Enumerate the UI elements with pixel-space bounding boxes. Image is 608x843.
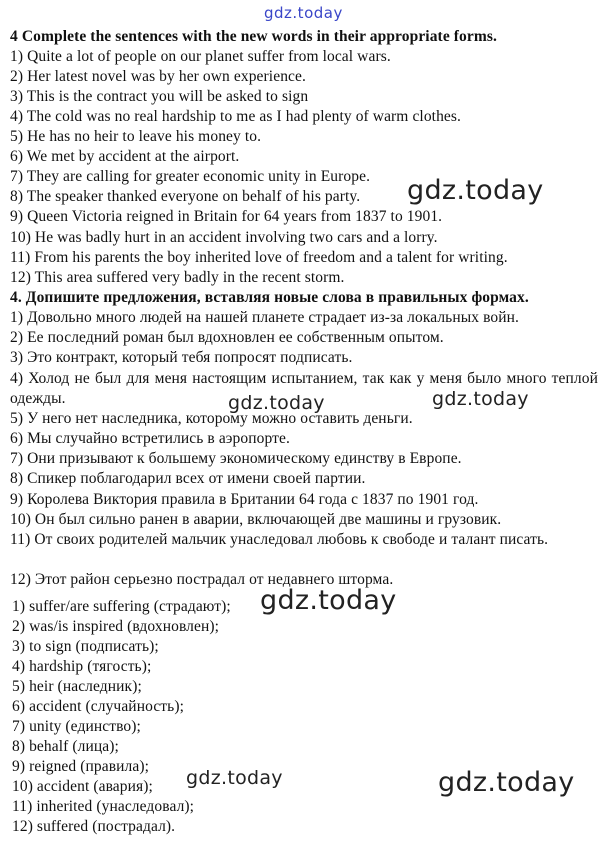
english-sentence-8: 8) The speaker thanked everyone on behalf of his party. — [10, 188, 361, 205]
russian-sentence-3: 3) Это контракт, который тебя попросят подписать. — [10, 349, 353, 366]
watermark-russian-left: gdz.today — [228, 392, 325, 414]
russian-sentence-6: 6) Мы случайно встретились в аэропорте. — [10, 430, 290, 447]
english-sentence-1: 1) Quite a lot of people on our planet suffer from local wars. — [10, 48, 391, 65]
russian-sentence-10: 10) Он был сильно ранен в аварии, включающей две машины и грузовик. — [10, 511, 502, 528]
english-sentence-12: 12) This area suffered very badly in the recent storm. — [10, 269, 345, 286]
english-sentence-2: 2) Her latest novel was by her own experience. — [10, 68, 306, 85]
answer-2: 2) was/is inspired (вдохновлен); — [12, 618, 220, 635]
russian-sentence-5: 5) У него нет наследника, которому можно оставить деньги. — [10, 410, 413, 427]
answer-10: 10) accident (авария); — [12, 778, 153, 795]
answer-9: 9) reigned (правила); — [12, 758, 150, 775]
english-sentence-3: 3) This is the contract you will be asked to sign — [10, 88, 309, 105]
english-sentence-5: 5) He has no heir to leave his money to. — [10, 128, 262, 145]
answer-5: 5) heir (наследник); — [12, 678, 142, 695]
watermark-top: gdz.today — [264, 4, 343, 22]
watermark-answers-top: gdz.today — [260, 585, 397, 616]
answer-11: 11) inherited (унаследовал); — [12, 798, 195, 815]
watermark-english-block: gdz.today — [407, 175, 544, 206]
russian-sentence-1: 1) Довольно много людей на нашей планете страдает из-за локальных войн. — [10, 309, 520, 326]
watermark-answers-left: gdz.today — [186, 767, 283, 789]
answer-7: 7) unity (единство); — [12, 718, 141, 735]
russian-heading: 4. Допишите предложения, вставляя новые слова в правильных формах. — [10, 289, 529, 306]
russian-sentence-9: 9) Королева Виктория правила в Британии 64 года с 1837 по 1901 год. — [10, 491, 479, 508]
answer-1: 1) suffer/are suffering (страдают); — [12, 598, 231, 615]
answer-6: 6) accident (случайность); — [12, 698, 185, 715]
english-sentence-6: 6) We met by accident at the airport. — [10, 148, 240, 165]
russian-sentence-11: 11) От своих родителей мальчик унаследовал любовь к свободе и талант писать. — [10, 531, 549, 548]
russian-sentence-8: 8) Спикер поблагодарил всех от имени своей партии. — [10, 470, 366, 487]
english-sentence-11: 11) From his parents the boy inherited love of freedom and a talent for writing. — [10, 249, 508, 266]
answer-4: 4) hardship (тягость); — [12, 658, 152, 675]
answer-12: 12) suffered (пострадал). — [12, 818, 176, 835]
english-sentence-7: 7) They are calling for greater economic unity in Europe. — [10, 168, 371, 185]
russian-sentence-12: 12) Этот район серьезно пострадал от недавнего шторма. — [10, 571, 394, 588]
watermark-answers-right: gdz.today — [438, 767, 575, 798]
russian-sentence-4: 4) Холод не был для меня настоящим испытанием, так как у меня было много теплой одежды. — [10, 370, 598, 407]
english-sentence-9: 9) Queen Victoria reigned in Britain for 64 years from 1837 to 1901. — [10, 208, 443, 225]
english-sentence-10: 10) He was badly hurt in an accident involving two cars and a lorry. — [10, 229, 438, 246]
answer-8: 8) behalf (лица); — [12, 738, 119, 755]
russian-sentence-2: 2) Ее последний роман был вдохновлен ее собственным опытом. — [10, 329, 444, 346]
answer-3: 3) to sign (подписать); — [12, 638, 159, 655]
english-heading: 4 Complete the sentences with the new words in their appropriate forms. — [10, 28, 497, 45]
russian-sentence-7: 7) Они призывают к большему экономическому единству в Европе. — [10, 450, 462, 467]
watermark-russian-right: gdz.today — [432, 388, 529, 410]
english-sentence-4: 4) The cold was no real hardship to me as I had plenty of warm clothes. — [10, 108, 462, 125]
